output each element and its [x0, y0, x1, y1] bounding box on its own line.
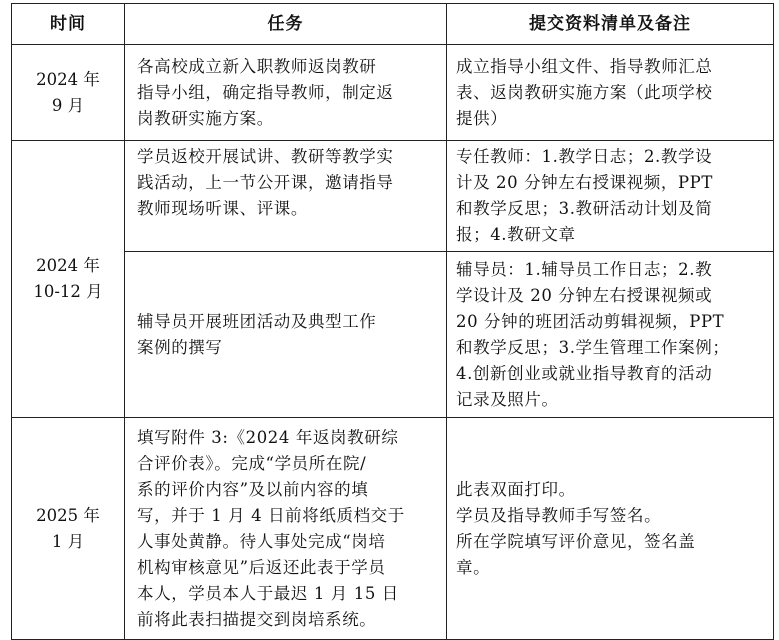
notes-line: 学设计及 20 分钟左右授课视频或	[456, 285, 713, 305]
time-line: 10-12 月	[33, 282, 103, 301]
time-cell	[12, 141, 125, 418]
schedule-table	[11, 3, 774, 640]
task-line: 指导小组，确定指导教师，制定返	[137, 82, 394, 102]
task-line: 教师现场听课、评课。	[137, 199, 308, 218]
notes-line: 20 分钟的班团活动剪辑视频，PPT	[456, 311, 725, 331]
table-row	[12, 252, 774, 418]
time-line: 1 月	[51, 531, 85, 551]
header-row	[12, 4, 774, 45]
time-line: 9 月	[51, 95, 85, 115]
task-cell	[125, 418, 447, 640]
notes-line: 计及 20 分钟左右授课视频，PPT	[456, 173, 713, 192]
task-line: 案例的撰写	[137, 337, 223, 357]
task-line: 岗教研实施方案。	[137, 108, 274, 128]
notes-line: 学员及指导教师手写签名。	[456, 505, 662, 525]
notes-cell	[447, 418, 774, 640]
notes-cell	[447, 252, 774, 418]
notes-line: 章。	[456, 557, 491, 577]
task-line: 人事处黄静。待人事处完成“岗培	[137, 531, 386, 551]
time-cell	[12, 418, 125, 640]
header-task: 任务	[125, 4, 447, 45]
task-line: 本人，学员本人于最迟 1 月 15 日	[137, 583, 399, 603]
notes-line: 和教学反思；3.学生管理工作案例；	[456, 337, 730, 357]
notes-line: 成立指导小组文件、指导教师汇总	[456, 56, 713, 76]
notes-line: 此表双面打印。	[456, 479, 576, 499]
notes-line: 4.创新创业或就业指导教育的活动	[456, 363, 713, 383]
notes-line: 专任教师：1.教学日志；2.教学设	[456, 147, 713, 166]
task-cell	[125, 45, 447, 141]
time-line: 2025 年	[36, 505, 100, 525]
task-line: 机构审核意见”后返还此表于学员	[137, 557, 386, 577]
time-line: 2024 年	[36, 256, 100, 275]
notes-line: 记录及照片。	[456, 389, 559, 409]
notes-line: 表、返岗教研实施方案（此项学校	[456, 82, 713, 102]
time-cell	[12, 45, 125, 141]
task-line: 填写附件 3:《2024 年返岗教研综	[137, 427, 399, 447]
task-line: 写，并于 1 月 4 日前将纸质档交于	[137, 505, 405, 525]
task-line: 辅导员开展班团活动及典型工作	[137, 311, 377, 331]
header-time: 时间	[12, 4, 125, 45]
notes-line: 和教学反思；3.教研活动计划及简	[456, 199, 713, 218]
table-row	[12, 45, 774, 141]
notes-line: 报；4.教研文章	[456, 225, 576, 244]
notes-cell	[447, 45, 774, 141]
task-line: 系的评价内容”及以前内容的填	[137, 479, 369, 499]
time-line: 2024 年	[36, 69, 100, 89]
table-row	[12, 141, 774, 252]
task-cell	[125, 141, 447, 252]
header-notes: 提交资料清单及备注	[447, 4, 774, 45]
notes-line: 辅导员：1.辅导员工作日志；2.教	[456, 259, 713, 279]
notes-cell	[447, 141, 774, 252]
task-line: 践活动，上一节公开课，邀请指导	[137, 173, 394, 192]
task-line: 合评价表》。完成“学员所在院/	[137, 453, 367, 473]
task-line: 各高校成立新入职教师返岗教研	[137, 56, 377, 76]
table-row	[12, 418, 774, 640]
task-line: 前将此表扫描提交到岗培系统。	[137, 609, 377, 629]
task-cell	[125, 252, 447, 418]
notes-line: 所在学院填写评价意见，签名盖	[456, 531, 696, 551]
task-line: 学员返校开展试讲、教研等教学实	[137, 147, 394, 166]
notes-line: 提供）	[456, 108, 508, 128]
